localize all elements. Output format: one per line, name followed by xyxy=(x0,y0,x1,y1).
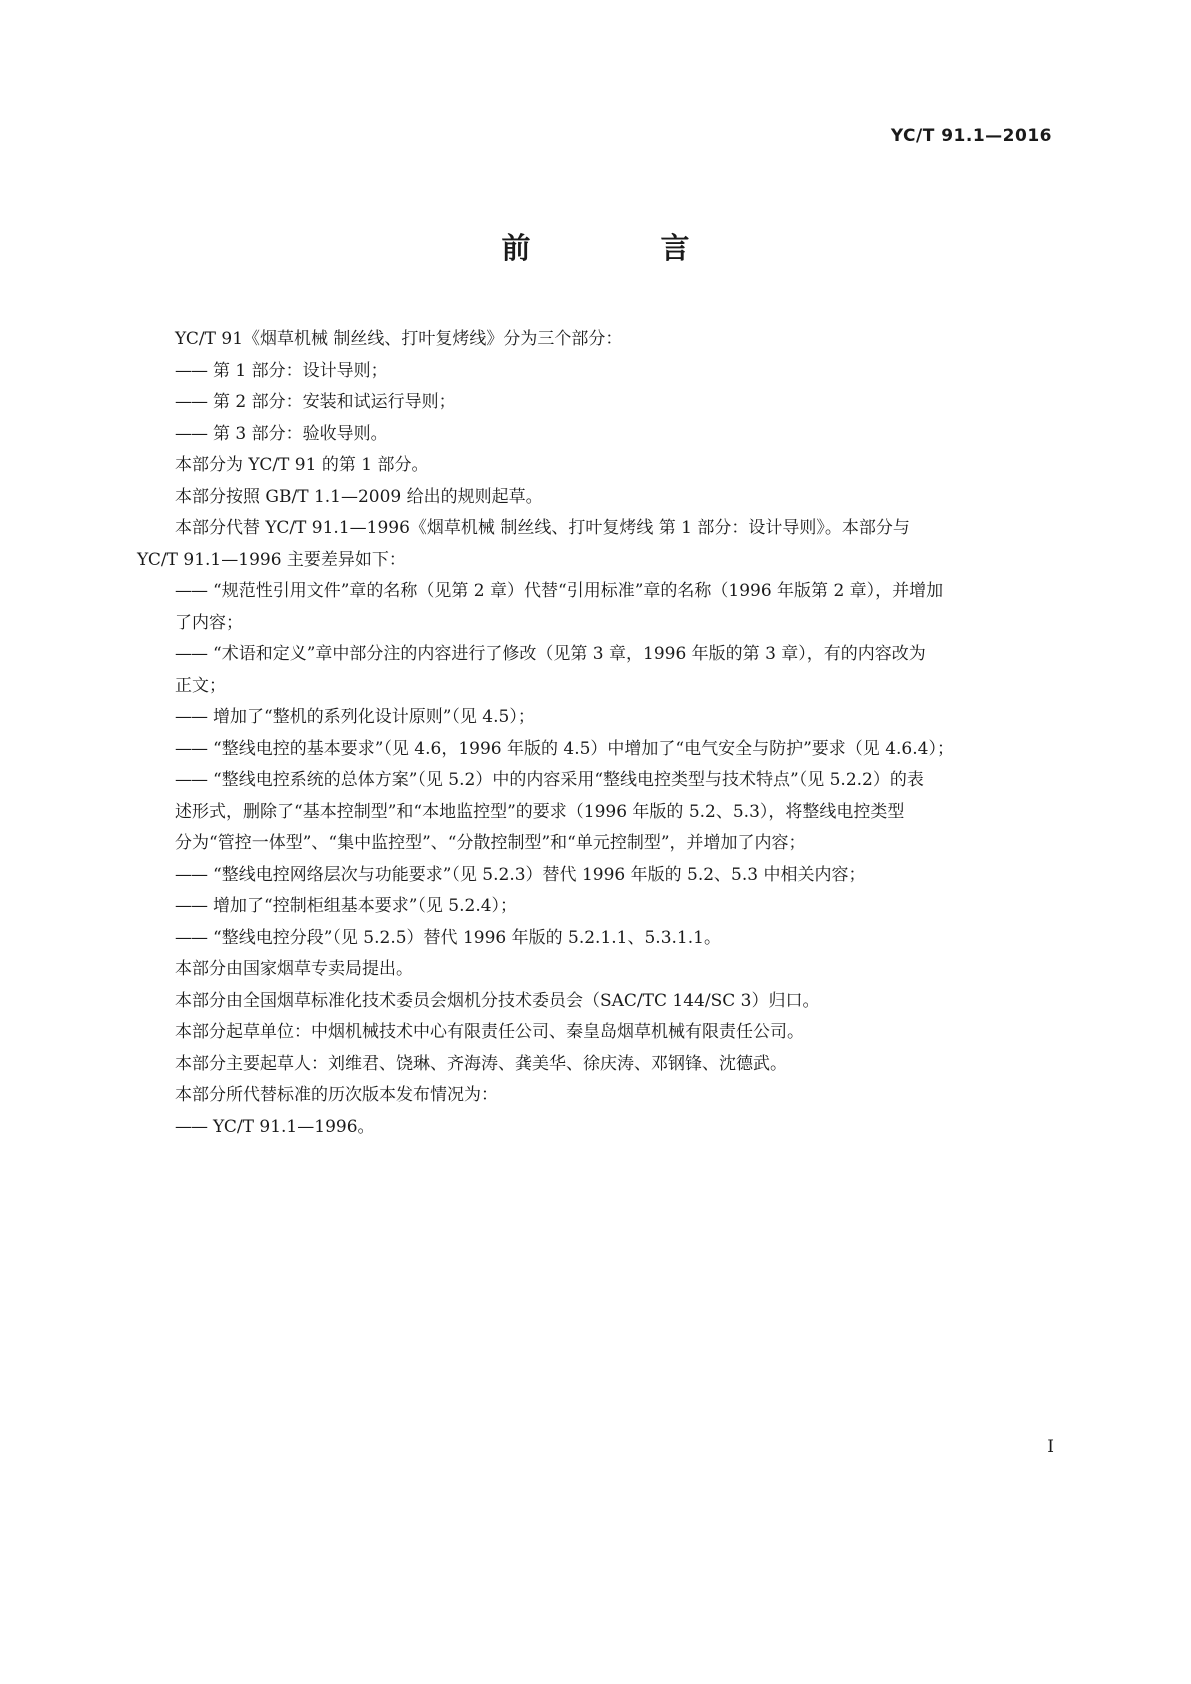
dash-mark: —— xyxy=(175,581,207,601)
dash-mark: —— xyxy=(175,896,207,916)
paragraph-replacement xyxy=(137,513,1055,576)
list-item-part: —— 第 3 部分：验收导则。 xyxy=(137,419,1055,451)
dash-mark: —— xyxy=(175,707,207,727)
paragraph-intro: YC/T 91《烟草机械 制丝线、打叶复烤线》分为三个部分： xyxy=(175,329,623,349)
page-number: I xyxy=(1047,1437,1054,1457)
dash-mark: —— xyxy=(175,1116,207,1137)
list-item-change: —— 增加了“控制柜组基本要求”（见 5.2.4）； xyxy=(137,891,1055,923)
list-item-change: —— “整线电控系统的总体方案”（见 5.2）中的内容采用“整线电控类型与技术特点”（见 5.2.2）的表 述形式，删除了“基本控制型”和“本地监控型”的要求（1996 年版的 5.2、5.3），将整线电控类型 分为“管控一体型”、“集中监控型”、“分散控制型”和“单元控制型”，并增加了内容； xyxy=(137,765,1055,860)
page-title: 前 言 xyxy=(501,231,750,265)
dash-mark: —— xyxy=(175,644,207,664)
list-item-change: —— “规范性引用文件”章的名称（见第 2 章）代替“引用标准”章的名称（1996 年版第 2 章），并增加 了内容； xyxy=(137,576,1055,639)
dash-mark: —— xyxy=(175,738,207,759)
paragraph-line: YC/T 91.1—1996 主要差异如下： xyxy=(137,549,406,570)
list-item-change: —— “整线电控分段”（见 5.2.5）替代 1996 年版的 5.2.1.1、5.3.1.1。 xyxy=(137,923,1055,955)
paragraph-history: 本部分所代替标准的历次版本发布情况为： xyxy=(175,1085,498,1105)
paragraph-drafters: 本部分主要起草人：刘维君、饶琳、齐海涛、龚美华、徐庆涛、邓钢锋、沈德武。 xyxy=(175,1053,787,1074)
dash-mark: —— xyxy=(175,927,207,948)
paragraph-technical-committee: 本部分由全国烟草标准化技术委员会烟机分技术委员会（SAC/TC 144/SC 3）归口。 xyxy=(175,990,820,1011)
list-item-change: —— “整线电控网络层次与功能要求”（见 5.2.3）替代 1996 年版的 5.2、5.3 中相关内容； xyxy=(137,860,1055,892)
list-item-change: —— “术语和定义”章中部分注的内容进行了修改（见第 3 章，1996 年版的第 3 章），有的内容改为 正文； xyxy=(137,639,1055,702)
foreword-body xyxy=(137,324,1055,1143)
paragraph-drafting-units: 本部分起草单位：中烟机械技术中心有限责任公司、秦皇岛烟草机械有限责任公司。 xyxy=(175,1022,804,1042)
dash-mark: —— xyxy=(175,423,207,444)
list-item-change: —— “整线电控的基本要求”（见 4.6，1996 年版的 4.5）中增加了“电气安全与防护”要求（见 4.6.4）； xyxy=(137,734,1055,766)
paragraph-part-statement: 本部分为 YC/T 91 的第 1 部分。 xyxy=(175,455,429,475)
dash-mark: —— xyxy=(175,392,207,412)
dash-mark: —— xyxy=(175,864,207,885)
paragraph-proposer: 本部分由国家烟草专卖局提出。 xyxy=(175,959,413,979)
list-item-history: —— YC/T 91.1—1996。 xyxy=(137,1112,1055,1144)
dash-mark: —— xyxy=(175,770,207,790)
standard-code-header: YC/T 91.1—2016 xyxy=(890,126,1052,146)
dash-mark: —— xyxy=(175,360,207,381)
list-item-change: —— 增加了“整机的系列化设计原则”（见 4.5）； xyxy=(137,702,1055,734)
list-item-part: —— 第 2 部分：安装和试运行导则； xyxy=(137,387,1055,419)
paragraph-line: 本部分代替 YC/T 91.1—1996《烟草机械 制丝线、打叶复烤线 第 1 部分：设计导则》。本部分与 xyxy=(175,518,910,538)
list-item-part: —— 第 1 部分：设计导则； xyxy=(137,356,1055,388)
paragraph-drafting-rules: 本部分按照 GB/T 1.1—2009 给出的规则起草。 xyxy=(175,486,543,507)
